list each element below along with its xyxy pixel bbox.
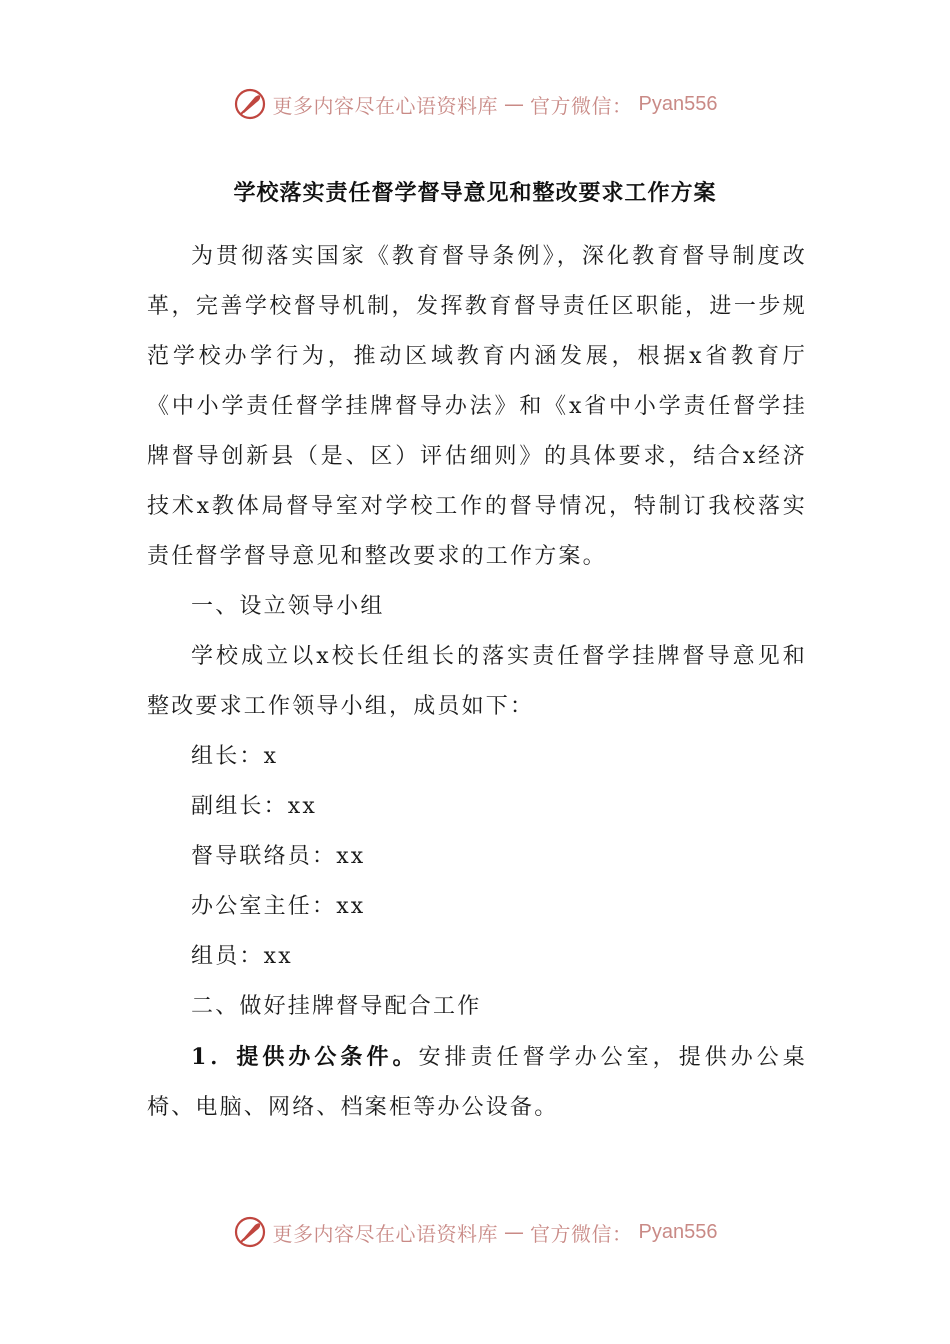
item-1-text: 安排责任督学办公室，提供办公桌椅、电脑、网络、档案柜等办公设备。: [147, 1045, 807, 1120]
footer-watermark: [0, 1212, 950, 1252]
watermark-text: 更多内容尽在心语资料库: [272, 93, 499, 118]
item-1-lead: 1．提供办公条件。: [191, 1044, 419, 1070]
header-watermark: [0, 84, 950, 124]
watermark-wechat-label: 官方微信：: [530, 93, 633, 118]
section-heading-2: 二、做好挂牌督导配合工作: [191, 994, 482, 1019]
watermark-dash: —: [504, 1220, 525, 1244]
leadership-paragraph: 学校成立以x校长任组长的落实责任督学挂牌督导意见和整改要求工作领导小组，成员如下：: [147, 644, 807, 719]
watermark-text: 更多内容尽在心语资料库: [272, 1221, 499, 1246]
watermark-account: Pyan556: [638, 92, 718, 115]
section-heading-1: 一、设立领导小组: [191, 594, 385, 619]
member-office-director: 办公室主任：xx: [191, 894, 366, 919]
item-1-paragraph: [147, 1032, 807, 1133]
quill-pen-logo-icon: [233, 1215, 267, 1249]
document-body: [147, 232, 807, 1133]
watermark-account: Pyan556: [638, 1220, 718, 1243]
quill-pen-logo-icon: [233, 87, 267, 121]
document-title: 学校落实责任督学督导意见和整改要求工作方案: [233, 180, 717, 206]
intro-paragraph: 为贯彻落实国家《教育督导条例》，深化教育督导制度改革，完善学校督导机制，发挥教育督导责任区职能，进一步规范学校办学行为，推动区域教育内涵发展，根据x省教育厅《中小学责任督学挂牌督导办法》和《x省中小学责任督学挂牌督导创新县（是、区）评估细则》的具体要求，结合x经济技术x教体局督导室对学校工作的督导情况，特制订我校落实责任督学督导意见和整改要求的工作方案。: [147, 244, 807, 569]
member-deputy-leader: 副组长：xx: [191, 794, 318, 819]
member-team: 组员：xx: [191, 944, 293, 969]
watermark-wechat-label: 官方微信：: [530, 1221, 633, 1246]
member-liaison: 督导联络员：xx: [191, 844, 366, 869]
member-leader: 组长：x: [191, 744, 279, 769]
watermark-dash: —: [504, 92, 525, 116]
